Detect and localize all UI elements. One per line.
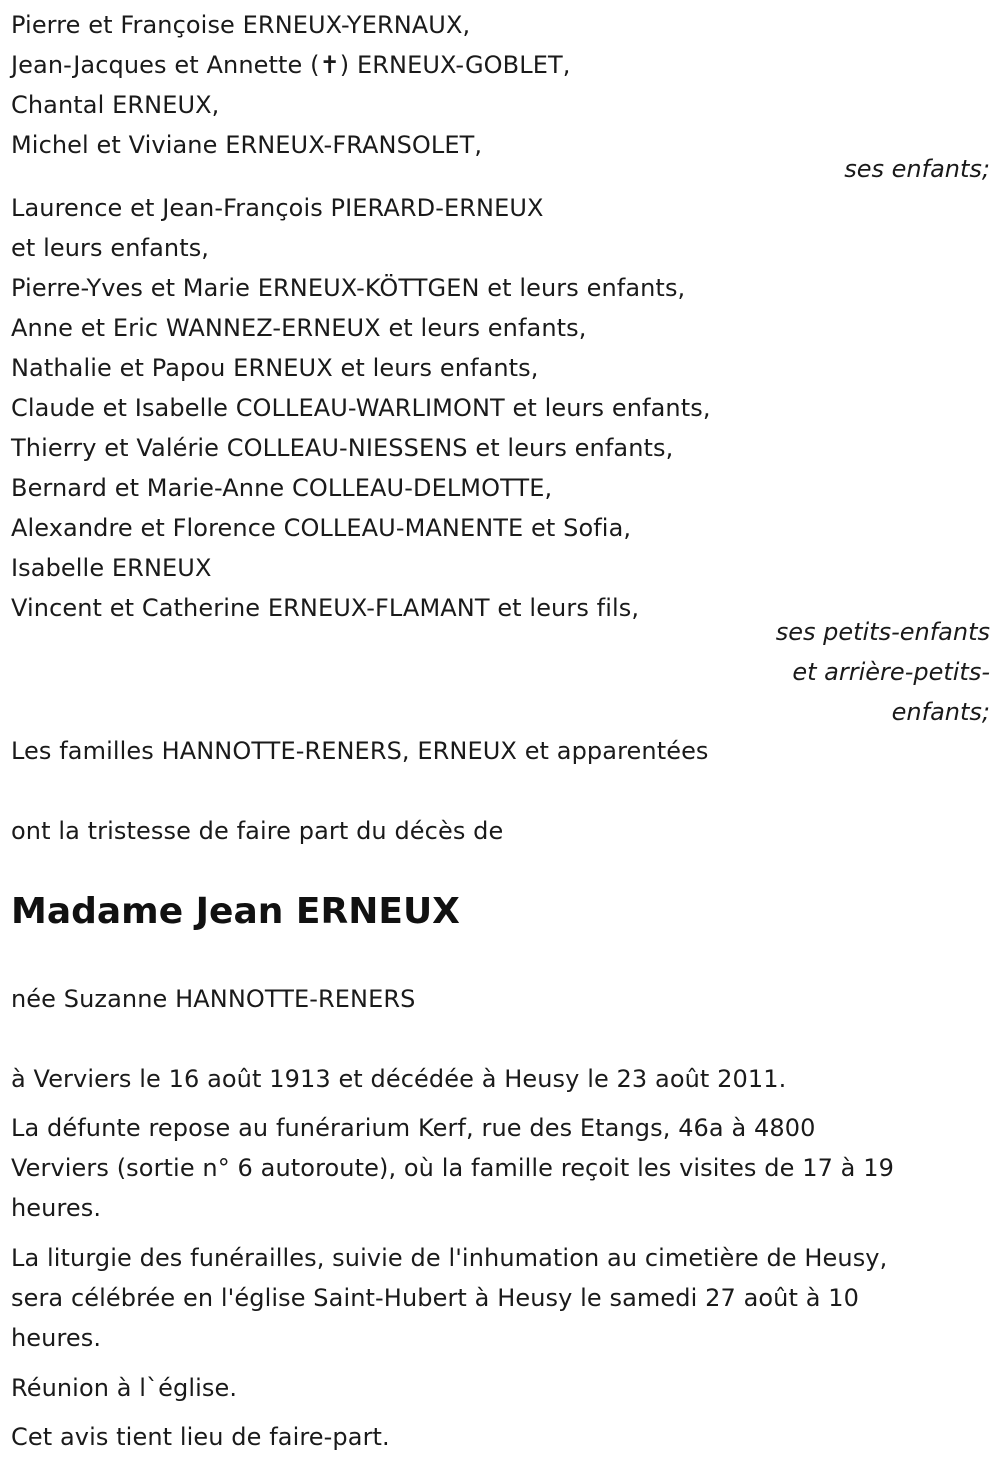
child-line: Jean-Jacques et Annette (✝) ERNEUX-GOBLET, [11, 51, 571, 79]
grandchild-line: Thierry et Valérie COLLEAU-NIESSENS et leurs enfants, [11, 434, 674, 462]
detail-line: Réunion à l`église. [11, 1374, 238, 1402]
families-line: Les familles HANNOTTE-RENERS, ERNEUX et apparentées [11, 737, 709, 765]
detail-line: sera célébrée en l'église Saint-Hubert à Heusy le samedi 27 août à 10 [11, 1284, 859, 1312]
detail-line: à Verviers le 16 août 1913 et décédée à Heusy le 23 août 2011. [11, 1065, 787, 1093]
children-role-label: ses enfants; [844, 155, 990, 183]
child-line: Chantal ERNEUX, [11, 91, 220, 119]
grandchild-line: et leurs enfants, [11, 234, 210, 262]
announcement-line: ont la tristesse de faire part du décès de [11, 817, 504, 845]
grandchild-line: Alexandre et Florence COLLEAU-MANENTE et Sofia, [11, 514, 632, 542]
grandchild-line: Nathalie et Papou ERNEUX et leurs enfants, [11, 354, 539, 382]
maiden-name: née Suzanne HANNOTTE-RENERS [11, 985, 416, 1013]
grandchildren-role-label: ses petits-enfants [775, 618, 990, 646]
detail-line: heures. [11, 1324, 102, 1352]
detail-line: heures. [11, 1194, 102, 1222]
grandchild-line: Laurence et Jean-François PIERARD-ERNEUX [11, 194, 544, 222]
grandchildren-role-label: et arrière-petits- [792, 658, 990, 686]
deceased-name: Madame Jean ERNEUX [11, 891, 460, 932]
grandchild-line: Anne et Eric WANNEZ-ERNEUX et leurs enfants, [11, 314, 587, 342]
grandchild-line: Vincent et Catherine ERNEUX-FLAMANT et leurs fils, [11, 594, 640, 622]
detail-line: Cet avis tient lieu de faire-part. [11, 1423, 390, 1451]
grandchild-line: Claude et Isabelle COLLEAU-WARLIMONT et leurs enfants, [11, 394, 711, 422]
child-line: Michel et Viviane ERNEUX-FRANSOLET, [11, 131, 483, 159]
detail-line: Verviers (sortie n° 6 autoroute), où la famille reçoit les visites de 17 à 19 [11, 1154, 894, 1182]
grandchildren-role-label: enfants; [891, 698, 990, 726]
grandchild-line: Bernard et Marie-Anne COLLEAU-DELMOTTE, [11, 474, 553, 502]
grandchild-line: Pierre-Yves et Marie ERNEUX-KÖTTGEN et leurs enfants, [11, 274, 686, 302]
grandchild-line: Isabelle ERNEUX [11, 554, 212, 582]
detail-line: La défunte repose au funérarium Kerf, rue des Etangs, 46a à 4800 [11, 1114, 816, 1142]
detail-line: La liturgie des funérailles, suivie de l'inhumation au cimetière de Heusy, [11, 1244, 888, 1272]
child-line: Pierre et Françoise ERNEUX-YERNAUX, [11, 11, 471, 39]
